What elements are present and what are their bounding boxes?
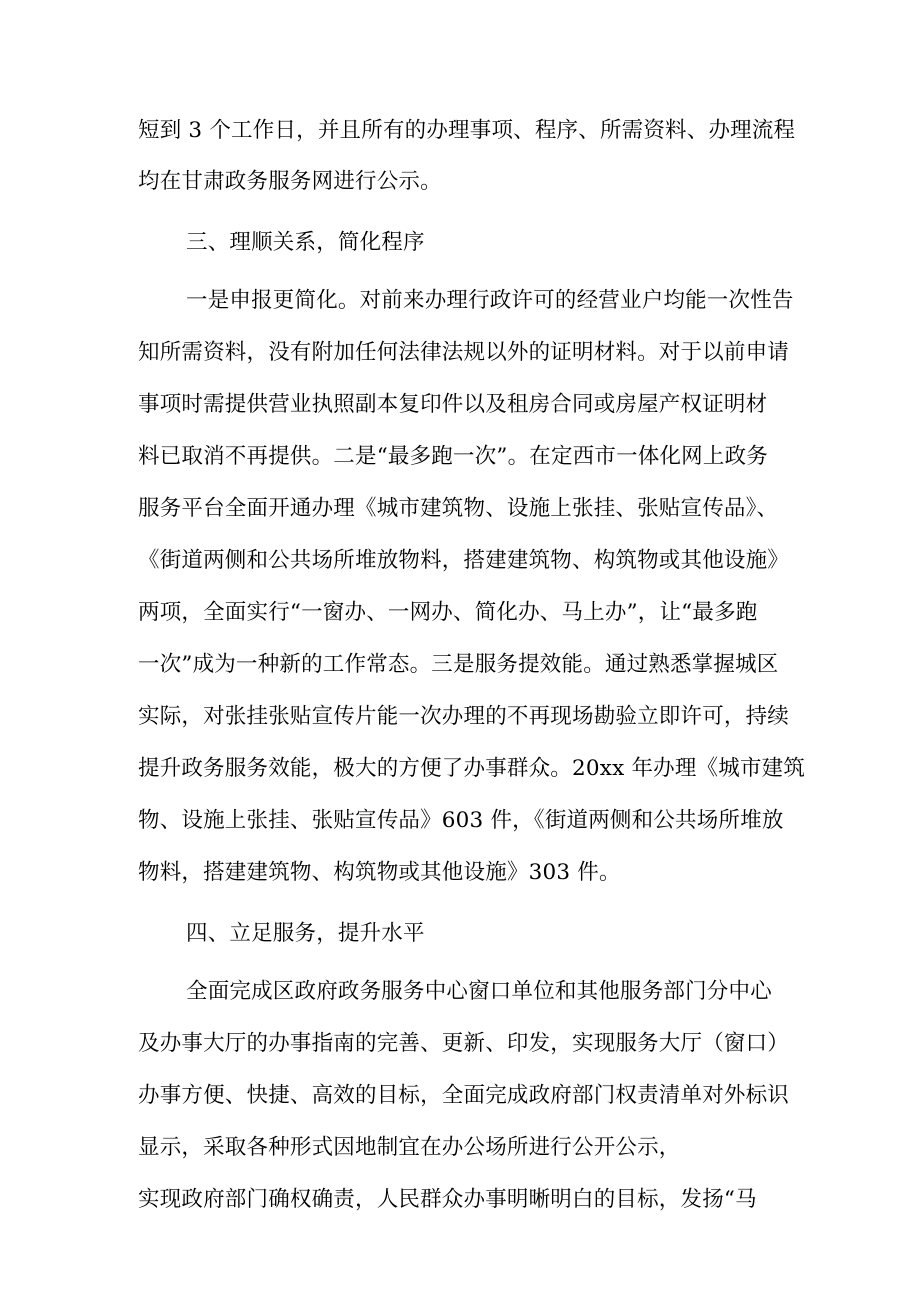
section-heading-3: 三、理顺关系，简化程序 [186,230,425,255]
paragraph-line: 一是申报更简化。对前来办理行政许可的经营业户均能一次性告 [186,288,794,313]
paragraph-line: 实际，对张挂张贴宣传片能一次办理的不再现场勘验立即许可，持续 [138,704,790,729]
paragraph-line: 服务平台全面开通办理《城市建筑物、设施上张挂、张贴宣传品》、 [138,496,779,521]
paragraph-line: 及办事大厅的办事指南的完善、更新、印发，实现服务大厅（窗口） [138,1031,790,1056]
paragraph-line: 物料，搭建建筑物、构筑物或其他设施》303 件。 [138,860,621,885]
paragraph-line: 全面完成区政府政务服务中心窗口单位和其他服务部门分中心 [186,979,772,1004]
paragraph-line: 显示，采取各种形式因地制宜在办公场所进行公开公示， [138,1135,681,1160]
paragraph-line: 物、设施上张挂、张贴宣传品》603 件，《街道两侧和公共场所堆放 [138,808,784,833]
paragraph-line: 办事方便、快捷、高效的目标，全面完成政府部门权责清单对外标识 [138,1083,790,1108]
paragraph-line: 事项时需提供营业执照副本复印件以及租房合同或房屋产权证明材 [138,392,768,417]
paragraph-line: 短到 3 个工作日，并且所有的办理事项、程序、所需资料、办理流程 [138,118,796,143]
paragraph-line: 知所需资料，没有附加任何法律法规以外的证明材料。对于以前申请 [138,340,790,365]
paragraph-line: 实现政府部门确权确责，人民群众办事明晰明白的目标，发扬“马 [138,1187,757,1212]
paragraph-line: 均在甘肃政务服务网进行公示。 [138,169,442,194]
paragraph-line: 提升政务服务效能，极大的方便了办事群众。20xx 年办理《城市建筑 [138,756,806,781]
paragraph-line: 两项，全面实行“一窗办、一网办、简化办、马上办”，让“最多跑 [138,600,758,625]
paragraph-line: 一次”成为一种新的工作常态。三是服务提效能。通过熟悉掌握城区 [138,652,779,677]
section-heading-4: 四、立足服务，提升水平 [186,921,425,946]
paragraph-line: 《街道两侧和公共场所堆放物料，搭建建筑物、构筑物或其他设施》 [138,548,790,573]
paragraph-line: 料已取消不再提供。二是“最多跑一次”。在定西市一体化网上政务 [138,444,768,469]
